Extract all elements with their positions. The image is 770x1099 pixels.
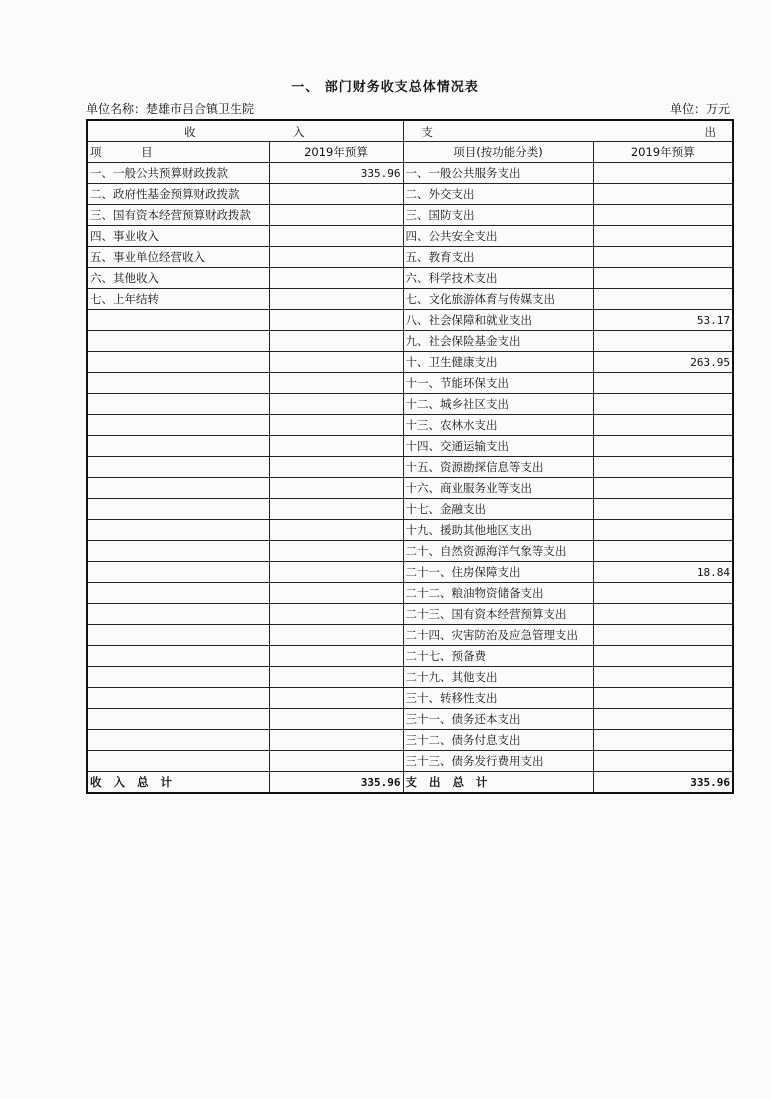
expense-item-cell: 十一、节能环保支出: [403, 373, 593, 394]
expense-value-cell: [593, 205, 733, 226]
expense-item-cell: 九、社会保险基金支出: [403, 331, 593, 352]
totals-row: [87, 772, 733, 794]
income-item-cell: [87, 331, 269, 352]
table-row: [87, 478, 733, 499]
header-row-main: [87, 120, 733, 142]
expense-value-cell: [593, 289, 733, 310]
income-budget-header: 2019年预算: [269, 142, 403, 163]
table-row: [87, 583, 733, 604]
table-row: [87, 394, 733, 415]
table-row: [87, 310, 733, 331]
table-row: [87, 709, 733, 730]
income-item-cell: [87, 499, 269, 520]
table-row: [87, 373, 733, 394]
page-title: 一、 部门财务收支总体情况表: [291, 80, 479, 95]
income-total-label: 收入总计: [87, 772, 269, 794]
expense-item-cell: 十九、援助其他地区支出: [403, 520, 593, 541]
income-header-char-2: 入: [293, 125, 305, 139]
expense-item-cell: 二十二、粮油物资储备支出: [403, 583, 593, 604]
table-row: [87, 184, 733, 205]
income-item-cell: [87, 604, 269, 625]
expense-header-char-1: 支: [421, 125, 433, 139]
income-item-cell: [87, 310, 269, 331]
table-row: [87, 667, 733, 688]
expense-item-cell: 八、社会保障和就业支出: [403, 310, 593, 331]
income-item-cell: [87, 541, 269, 562]
table-row: [87, 205, 733, 226]
expense-budget-header: 2019年预算: [593, 142, 733, 163]
expense-item-header: 项目(按功能分类): [403, 142, 593, 163]
expense-value-cell: [593, 709, 733, 730]
income-item-header: 项 目: [87, 142, 269, 163]
income-value-cell: [269, 268, 403, 289]
expense-value-cell: [593, 541, 733, 562]
expense-item-cell: 二十一、住房保障支出: [403, 562, 593, 583]
expense-item-cell: 四、公共安全支出: [403, 226, 593, 247]
income-value-cell: [269, 289, 403, 310]
income-item-cell: [87, 415, 269, 436]
expense-item-cell: 五、教育支出: [403, 247, 593, 268]
income-value-cell: [269, 751, 403, 772]
expense-item-cell: 三十三、债务发行费用支出: [403, 751, 593, 772]
expense-value-cell: [593, 478, 733, 499]
expense-item-cell: 十七、金融支出: [403, 499, 593, 520]
expense-header-char-2: 出: [704, 125, 716, 139]
income-item-cell: 一、一般公共预算财政拨款: [87, 163, 269, 184]
unit-name-label: 单位名称：楚雄市吕合镇卫生院: [86, 102, 255, 116]
income-value-cell: [269, 331, 403, 352]
table-row: [87, 541, 733, 562]
income-value-cell: 335.96: [269, 163, 403, 184]
income-value-cell: [269, 394, 403, 415]
expense-value-cell: 263.95: [593, 352, 733, 373]
table-row: [87, 163, 733, 184]
income-item-cell: [87, 457, 269, 478]
expense-item-cell: 二、外交支出: [403, 184, 593, 205]
table-row: [87, 499, 733, 520]
income-value-cell: [269, 184, 403, 205]
expense-value-cell: [593, 625, 733, 646]
expense-value-cell: [593, 499, 733, 520]
income-total-value: 335.96: [269, 772, 403, 794]
income-value-cell: [269, 625, 403, 646]
income-item-cell: [87, 730, 269, 751]
expense-item-cell: 二十四、灾害防治及应急管理支出: [403, 625, 593, 646]
expense-value-cell: [593, 583, 733, 604]
expense-value-cell: [593, 667, 733, 688]
income-value-cell: [269, 562, 403, 583]
income-item-cell: [87, 394, 269, 415]
income-value-cell: [269, 709, 403, 730]
expense-item-cell: 三十、转移性支出: [403, 688, 593, 709]
table-row: [87, 268, 733, 289]
income-value-cell: [269, 478, 403, 499]
expense-item-cell: 二十七、预备费: [403, 646, 593, 667]
income-value-cell: [269, 730, 403, 751]
expense-value-cell: [593, 436, 733, 457]
expense-value-cell: [593, 688, 733, 709]
expense-item-cell: 六、科学技术支出: [403, 268, 593, 289]
table-row: [87, 520, 733, 541]
expense-item-cell: 十五、资源勘探信息等支出: [403, 457, 593, 478]
table-row: [87, 436, 733, 457]
expense-value-cell: [593, 730, 733, 751]
table-row: [87, 604, 733, 625]
income-item-cell: [87, 436, 269, 457]
income-item-cell: 三、国有资本经营预算财政拨款: [87, 205, 269, 226]
table-row: [87, 562, 733, 583]
finance-table: [86, 119, 734, 794]
income-value-cell: [269, 583, 403, 604]
table-row: [87, 457, 733, 478]
expense-item-cell: 十四、交通运输支出: [403, 436, 593, 457]
income-item-cell: [87, 646, 269, 667]
income-value-cell: [269, 415, 403, 436]
income-item-cell: [87, 478, 269, 499]
expense-header: [403, 120, 733, 142]
income-item-cell: 七、上年结转: [87, 289, 269, 310]
expense-item-cell: 二十九、其他支出: [403, 667, 593, 688]
table-row: [87, 730, 733, 751]
table-row: [87, 289, 733, 310]
income-value-cell: [269, 436, 403, 457]
expense-total-value: 335.96: [593, 772, 733, 794]
expense-item-cell: 十二、城乡社区支出: [403, 394, 593, 415]
expense-total-label: 支出总计: [403, 772, 593, 794]
income-item-cell: 五、事业单位经营收入: [87, 247, 269, 268]
table-row: [87, 688, 733, 709]
expense-item-cell: 三、国防支出: [403, 205, 593, 226]
income-item-cell: [87, 520, 269, 541]
expense-value-cell: [593, 604, 733, 625]
income-value-cell: [269, 667, 403, 688]
table-row: [87, 352, 733, 373]
income-item-cell: [87, 562, 269, 583]
expense-item-cell: 一、一般公共服务支出: [403, 163, 593, 184]
expense-value-cell: [593, 394, 733, 415]
table-row: [87, 226, 733, 247]
expense-item-cell: 二十三、国有资本经营预算支出: [403, 604, 593, 625]
table-row: [87, 415, 733, 436]
income-item-cell: [87, 688, 269, 709]
expense-item-cell: 十六、商业服务业等支出: [403, 478, 593, 499]
expense-value-cell: [593, 163, 733, 184]
expense-item-cell: 三十一、债务还本支出: [403, 709, 593, 730]
income-item-cell: [87, 583, 269, 604]
income-header: [87, 120, 403, 142]
income-value-cell: [269, 205, 403, 226]
table-row: [87, 625, 733, 646]
expense-value-cell: [593, 226, 733, 247]
income-value-cell: [269, 520, 403, 541]
income-item-cell: [87, 352, 269, 373]
expense-item-cell: 十三、农林水支出: [403, 415, 593, 436]
income-value-cell: [269, 688, 403, 709]
income-value-cell: [269, 352, 403, 373]
income-item-cell: 二、政府性基金预算财政拨款: [87, 184, 269, 205]
income-item-cell: 六、其他收入: [87, 268, 269, 289]
expense-item-cell: 七、文化旅游体育与传媒支出: [403, 289, 593, 310]
income-item-cell: [87, 625, 269, 646]
table-row: [87, 331, 733, 352]
header-row-sub: [87, 142, 733, 163]
expense-value-cell: [593, 331, 733, 352]
expense-value-cell: [593, 415, 733, 436]
income-item-cell: [87, 751, 269, 772]
table-row: [87, 646, 733, 667]
expense-value-cell: [593, 184, 733, 205]
income-value-cell: [269, 310, 403, 331]
expense-value-cell: [593, 373, 733, 394]
expense-value-cell: [593, 268, 733, 289]
table-row: [87, 247, 733, 268]
expense-value-cell: [593, 247, 733, 268]
expense-value-cell: [593, 520, 733, 541]
table-row: [87, 751, 733, 772]
unit-label: 单位：万元: [669, 102, 730, 116]
expense-value-cell: 53.17: [593, 310, 733, 331]
income-item-cell: [87, 709, 269, 730]
expense-value-cell: [593, 646, 733, 667]
expense-value-cell: 18.84: [593, 562, 733, 583]
income-value-cell: [269, 541, 403, 562]
income-value-cell: [269, 457, 403, 478]
expense-item-cell: 二十、自然资源海洋气象等支出: [403, 541, 593, 562]
expense-value-cell: [593, 457, 733, 478]
expense-item-cell: 十、卫生健康支出: [403, 352, 593, 373]
income-value-cell: [269, 226, 403, 247]
income-item-cell: 四、事业收入: [87, 226, 269, 247]
income-item-cell: [87, 667, 269, 688]
expense-item-cell: 三十二、债务付息支出: [403, 730, 593, 751]
income-value-cell: [269, 499, 403, 520]
income-value-cell: [269, 646, 403, 667]
income-item-cell: [87, 373, 269, 394]
income-value-cell: [269, 247, 403, 268]
income-value-cell: [269, 373, 403, 394]
income-header-char-1: 收: [184, 125, 196, 139]
income-value-cell: [269, 604, 403, 625]
expense-value-cell: [593, 751, 733, 772]
